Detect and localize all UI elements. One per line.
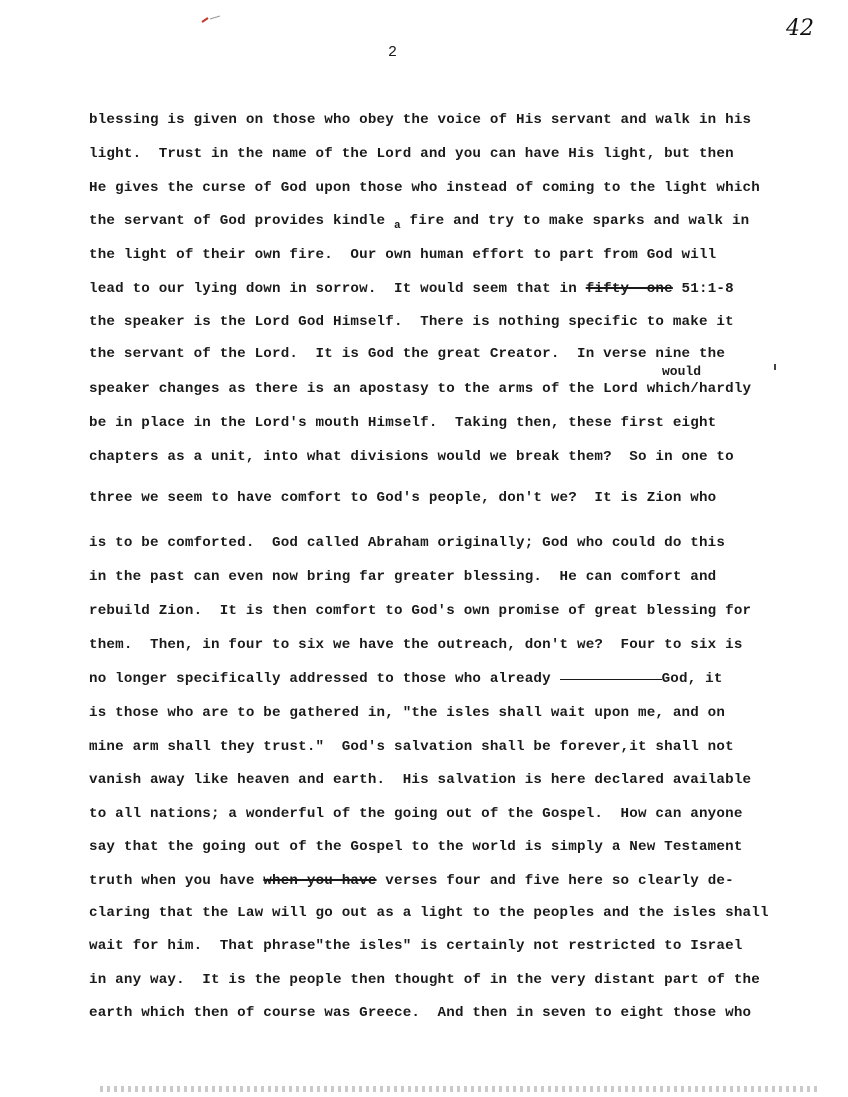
text-segment: truth when you have [89, 873, 264, 889]
text-line [89, 873, 734, 889]
text-line: the light of their own fire. Our own human effort to part from God will [89, 247, 717, 263]
inserted-article: a [394, 220, 401, 232]
margin-mark [774, 364, 776, 370]
red-ink-mark [200, 14, 222, 24]
text-line: earth which then of course was Greece. And then in seven to eight those who [89, 1005, 752, 1021]
text-line: to all nations; a wonderful of the going out of the Gospel. How can anyone [89, 806, 743, 822]
text-line: mine arm shall they trust." God's salvation shall be forever,it shall not [89, 739, 734, 755]
text-segment: the servant of God provides kindle [89, 213, 394, 229]
struck-text: when you have [263, 873, 377, 889]
text-segment: lead to our lying down in sorrow. It would seem that in [89, 281, 586, 297]
text-line: the servant of the Lord. It is God the great Creator. In verse nine the [89, 346, 726, 362]
handwritten-page-number: 42 [786, 16, 814, 41]
text-line: the speaker is the Lord God Himself. There is nothing specific to make it [89, 314, 734, 330]
text-line: blessing is given on those who obey the voice of His servant and walk in his [89, 112, 752, 128]
text-line [89, 281, 734, 297]
text-segment: no longer specifically addressed to those who already [89, 671, 560, 687]
text-segment: 51:1-8 [672, 281, 734, 297]
text-line: rebuild Zion. It is then comfort to God's own promise of great blessing for [89, 603, 752, 619]
text-line: vanish away like heaven and earth. His salvation is here declared available [89, 772, 752, 788]
scan-edge [100, 1086, 820, 1092]
text-line: chapters as a unit, into what divisions would we break them? So in one to [89, 449, 734, 465]
text-segment: verses four and five here so clearly de- [376, 873, 734, 889]
text-segment: fire and try to make sparks and walk in [400, 213, 750, 229]
text-line: is to be comforted. God called Abraham originally; God who could do this [89, 535, 726, 551]
text-line: is those who are to be gathered in, "the isles shall wait upon me, and on [89, 705, 726, 721]
text-line: wait for him. That phrase"the isles" is certainly not restricted to Israel [89, 938, 743, 954]
text-line: three we seem to have comfort to God's people, don't we? It is Zion who [89, 490, 717, 506]
text-line: be in place in the Lord's mouth Himself. Taking then, these first eight [89, 415, 717, 431]
text-line: in any way. It is the people then thought of in the very distant part of the [89, 972, 760, 988]
text-line [89, 671, 723, 687]
page-number: 2 [388, 44, 398, 61]
text-line: in the past can even now bring far greater blessing. He can comfort and [89, 569, 717, 585]
text-line: light. Trust in the name of the Lord and you can have His light, but then [89, 146, 734, 162]
text-line: say that the going out of the Gospel to the world is simply a New Testament [89, 839, 743, 855]
text-line: them. Then, in four to six we have the outreach, don't we? Four to six is [89, 637, 743, 653]
text-line: claring that the Law will go out as a light to the peoples and the isles shall [89, 905, 769, 921]
text-line: speaker changes as there is an apostasy to the arms of the Lord which/hardly [89, 381, 752, 397]
text-line: He gives the curse of God upon those who instead of coming to the light which [89, 180, 760, 196]
text-segment: God, it [661, 671, 723, 687]
inserted-word: would [662, 364, 702, 379]
struck-text: fifty--one [585, 281, 673, 297]
text-line [89, 213, 749, 232]
blank-line [560, 678, 662, 680]
